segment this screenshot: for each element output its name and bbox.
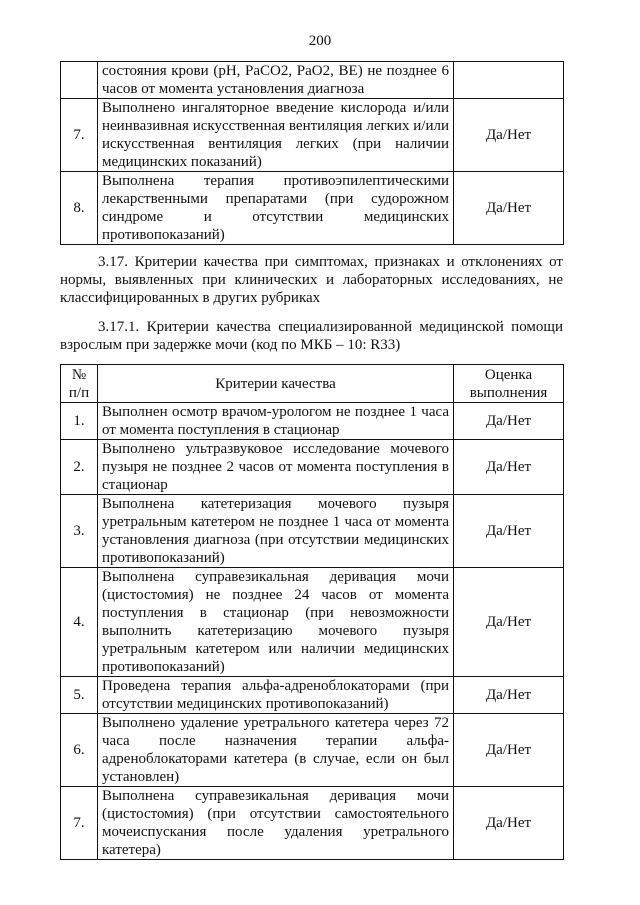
row-result: Да/Нет — [454, 440, 564, 495]
row-criterion: Выполнено удаление уретрального катетера через 72 часа после назначения терапии альфа-адреноблокаторами катетера (в случае, если он был установлен) — [98, 714, 454, 787]
row-number: 6. — [61, 714, 98, 787]
header-number — [61, 365, 98, 403]
table-row — [61, 440, 564, 495]
row-result: Да/Нет — [454, 403, 564, 440]
row-criterion: Выполнена терапия противоэпилептическими лекарственными препаратами (при судорожном синдроме и отсутствии медицинских противопоказаний) — [98, 172, 454, 245]
page-number: 200 — [308, 33, 332, 49]
row-criterion: Выполнен осмотр врачом-урологом не позднее 1 часа от момента поступления в стационар — [98, 403, 454, 440]
table-row — [61, 677, 564, 714]
row-number — [61, 62, 98, 99]
row-result: Да/Нет — [454, 677, 564, 714]
row-result: Да/Нет — [454, 714, 564, 787]
row-number: 2. — [61, 440, 98, 495]
header-result-line2: выполнения — [469, 384, 548, 401]
criteria-table-continued — [60, 61, 564, 245]
row-number: 1. — [61, 403, 98, 440]
row-number: 3. — [61, 495, 98, 568]
row-result: Да/Нет — [454, 172, 564, 245]
row-criterion: состояния крови (pH, PaCO2, PaO2, BE) не позднее 6 часов от момента установления диагноза — [98, 62, 454, 99]
table-header-row — [61, 365, 564, 403]
row-number: 7. — [61, 787, 98, 860]
row-number: 8. — [61, 172, 98, 245]
row-criterion: Проведена терапия альфа-адреноблокаторами (при отсутствии медицинских противопоказаний) — [98, 677, 454, 714]
row-criterion: Выполнена суправезикальная деривация мочи (цистостомия) (при отсутствии самостоятельного мочеиспускания после удаления уретрального катетера) — [98, 787, 454, 860]
row-result — [454, 62, 564, 99]
header-result-line1: Оценка — [484, 366, 533, 383]
row-number: 4. — [61, 568, 98, 677]
row-result: Да/Нет — [454, 787, 564, 860]
row-criterion: Выполнено ингаляторное введение кислорода и/или неинвазивная искусственная вентиляция легких и/или искусственная вентиляция легких (при наличии медицинских показаний) — [98, 99, 454, 172]
table-row — [61, 403, 564, 440]
table-row — [61, 568, 564, 677]
table-row — [61, 99, 564, 172]
row-number: 7. — [61, 99, 98, 172]
row-number: 5. — [61, 677, 98, 714]
header-number-line2: п/п — [68, 384, 90, 401]
section-heading-3-17: 3.17. Критерии качества при симптомах, признаках и отклонениях от нормы, выявленных при клинических и лабораторных исследованиях, не классифицированных в других рубриках — [60, 254, 563, 306]
row-criterion: Выполнена суправезикальная деривация мочи (цистостомия) не позднее 24 часов от момента поступления в стационар (при невозможности выполнить катетеризацию мочевого пузыря уретральным катетером или наличии медицинских противопоказаний) — [98, 568, 454, 677]
header-criteria: Критерии качества — [98, 365, 454, 403]
row-result: Да/Нет — [454, 568, 564, 677]
row-result: Да/Нет — [454, 495, 564, 568]
table-row — [61, 172, 564, 245]
section-heading-3-17-1: 3.17.1. Критерии качества специализированной медицинской помощи взрослым при задержке мочи (код по МКБ – 10: R33) — [60, 319, 563, 353]
row-criterion: Выполнено ультразвуковое исследование мочевого пузыря не позднее 2 часов от момента поступления в стационар — [98, 440, 454, 495]
header-result — [454, 365, 564, 403]
table-row — [61, 714, 564, 787]
row-result: Да/Нет — [454, 99, 564, 172]
criteria-table-r33 — [60, 364, 564, 860]
table-row — [61, 787, 564, 860]
table-row — [61, 495, 564, 568]
header-number-line1: № — [71, 366, 87, 383]
row-criterion: Выполнена катетеризация мочевого пузыря уретральным катетером не позднее 1 часа от момента установления диагноза (при отсутствии медицинских противопоказаний) — [98, 495, 454, 568]
table-row — [61, 62, 564, 99]
